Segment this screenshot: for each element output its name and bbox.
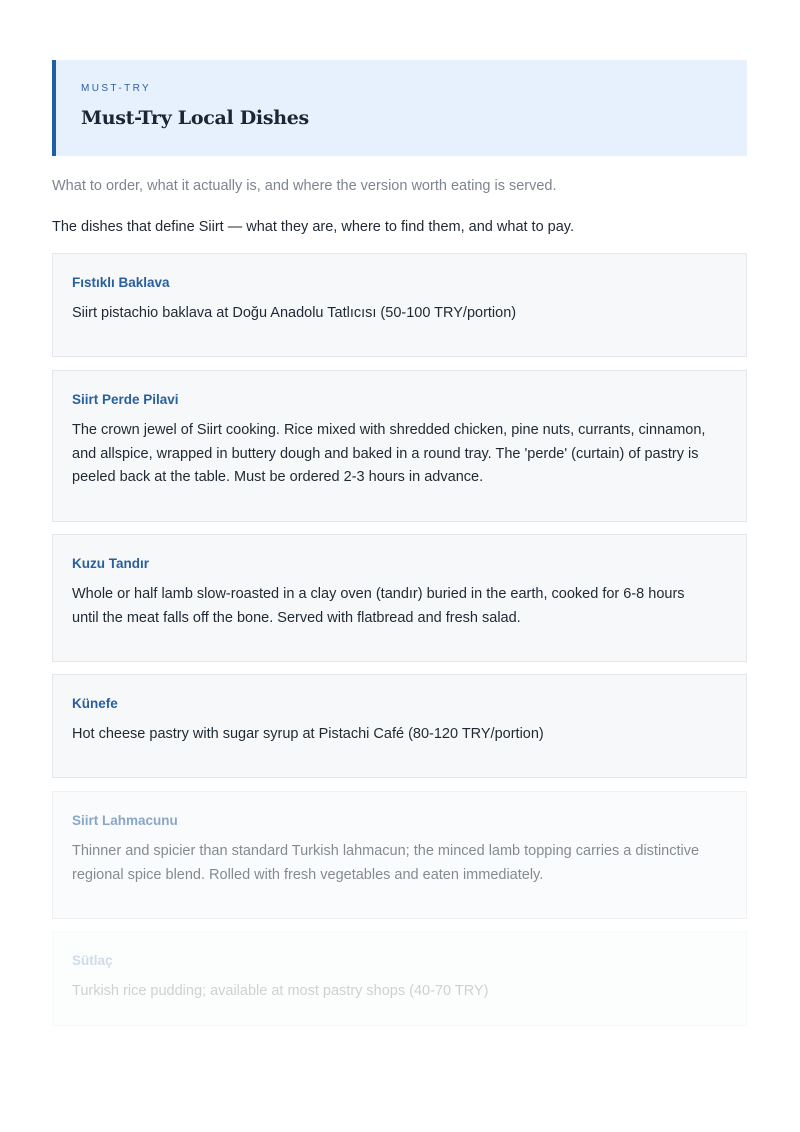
dish-name: Siirt Lahmacunu (72, 813, 178, 828)
dish-card-siirt-perde-pilavi (52, 370, 747, 522)
section-header (52, 60, 747, 156)
dish-card-siirt-lahmacunu (52, 791, 747, 919)
dish-description: The crown jewel of Siirt cooking. Rice mixed with shredded chicken, pine nuts, currants, cinnamon, and allspice, wrapped in buttery dough and baked in a round tray. The 'perde' (curtain) of pastry is peeled back at the table. Must be ordered 2-3 hours in advance. (72, 422, 706, 485)
dish-description: Siirt pistachio baklava at Doğu Anadolu Tatlıcısı (50-100 TRY/portion) (72, 305, 517, 321)
dish-card-fistikli-baklava (52, 253, 747, 357)
intro-text: The dishes that define Siirt — what they are, where to find them, and what to pay. (52, 219, 575, 235)
dish-name: Siirt Perde Pilavi (72, 392, 179, 407)
dish-description: Whole or half lamb slow-roasted in a clay oven (tandır) buried in the earth, cooked for 6-8 hours until the meat falls off the bone. Served with flatbread and fresh salad. (72, 586, 685, 626)
page-subtitle: What to order, what it actually is, and where the version worth eating is served. (52, 178, 557, 194)
page-title: Must-Try Local Dishes (81, 107, 309, 129)
dish-name: Künefe (72, 696, 118, 711)
section-eyebrow: MUST-TRY (81, 83, 152, 94)
dish-card-kuzu-tandir (52, 534, 747, 662)
dish-name: Kuzu Tandır (72, 556, 149, 571)
dish-name: Sütlaç (72, 953, 113, 968)
dish-card-kunefe (52, 674, 747, 778)
dish-name: Fıstıklı Baklava (72, 275, 170, 290)
dish-description: Turkish rice pudding; available at most pastry shops (40-70 TRY) (72, 983, 489, 999)
dish-card-sutlac (52, 931, 747, 1026)
dish-description: Hot cheese pastry with sugar syrup at Pistachi Café (80-120 TRY/portion) (72, 726, 544, 742)
dish-description: Thinner and spicier than standard Turkish lahmacun; the minced lamb topping carries a distinctive regional spice blend. Rolled with fresh vegetables and eaten immediately. (72, 843, 700, 883)
